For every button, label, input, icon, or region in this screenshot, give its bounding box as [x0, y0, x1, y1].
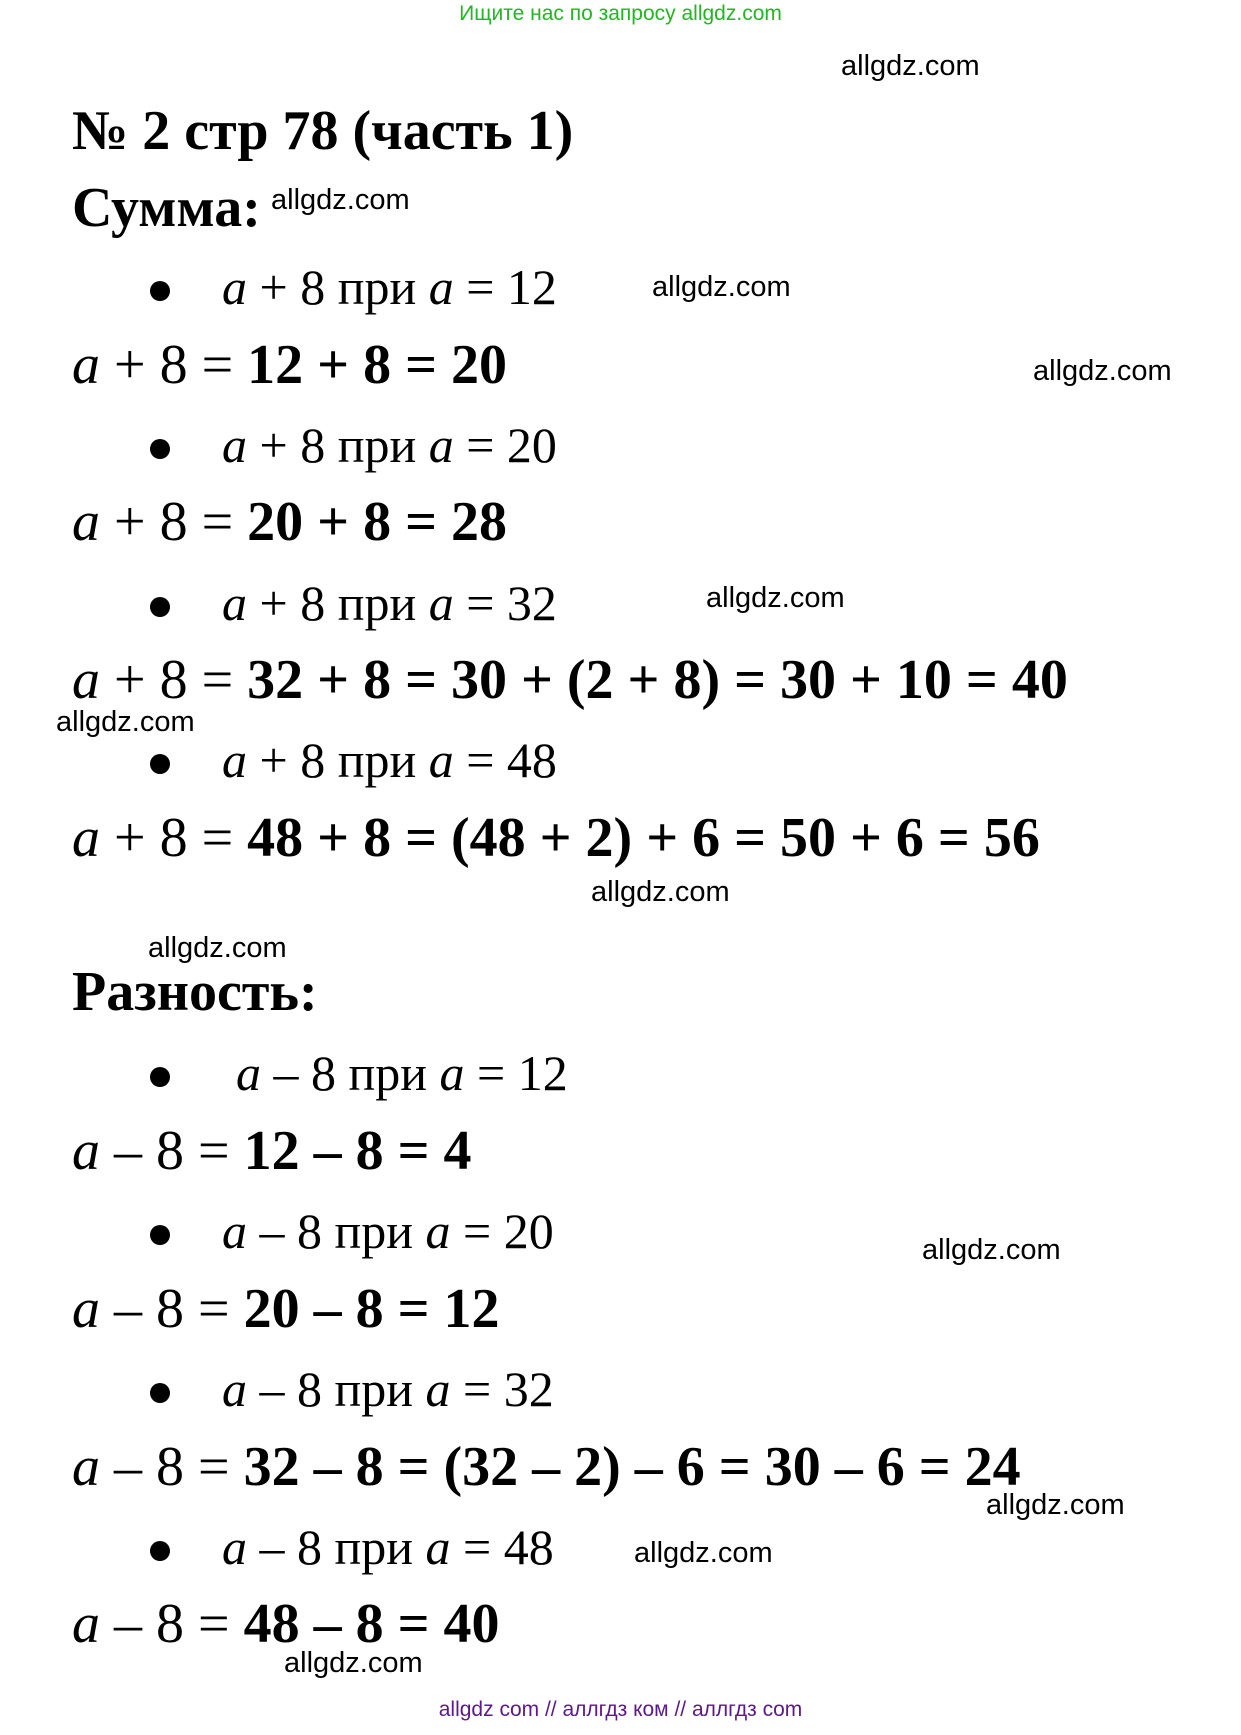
watermark: allgdz.com [652, 271, 791, 303]
variable: a [222, 259, 247, 315]
watermark: allgdz.com [271, 184, 410, 216]
watermark: allgdz.com [634, 1537, 773, 1569]
diff-heading: Разность: [72, 961, 318, 1023]
bullet-icon [150, 281, 170, 301]
diff-equation-2: a – 8 = 20 – 8 = 12 [72, 1278, 500, 1340]
diff-condition-4: a – 8 при a = 48 [222, 1522, 554, 1572]
sum-equation-1: a + 8 = 12 + 8 = 20 [72, 334, 507, 396]
bullet-icon [150, 1541, 170, 1561]
watermark: allgdz.com [148, 932, 287, 964]
watermark: allgdz.com [56, 706, 195, 738]
watermark: allgdz.com [986, 1489, 1125, 1521]
sum-condition-2: a + 8 при a = 20 [222, 420, 557, 470]
sum-heading: Сумма: [72, 177, 261, 239]
bullet-icon [150, 1067, 170, 1087]
watermark: allgdz.com [841, 50, 980, 82]
diff-equation-3: a – 8 = 32 – 8 = (32 – 2) – 6 = 30 – 6 = 24 [72, 1436, 1021, 1498]
diff-condition-1: a – 8 при a = 12 [236, 1048, 568, 1098]
watermark: allgdz.com [706, 582, 845, 614]
watermark: allgdz.com [284, 1647, 423, 1679]
page-title: № 2 стр 78 (часть 1) [72, 100, 574, 162]
diff-equation-1: a – 8 = 12 – 8 = 4 [72, 1120, 472, 1182]
sum-equation-4: a + 8 = 48 + 8 = (48 + 2) + 6 = 50 + 6 = 56 [72, 807, 1040, 869]
sum-equation-2: a + 8 = 20 + 8 = 28 [72, 491, 507, 553]
diff-condition-3: a – 8 при a = 32 [222, 1364, 554, 1414]
sum-condition-1: a + 8 при a = 12 [222, 262, 557, 312]
bullet-icon [150, 597, 170, 617]
top-banner[interactable]: Ищите нас по запросу allgdz.com [459, 2, 782, 25]
bullet-icon [150, 1383, 170, 1403]
footer-links[interactable]: allgdz com // аллгдз ком // аллгдз com [438, 1698, 803, 1721]
sum-condition-3: a + 8 при a = 32 [222, 578, 557, 628]
sum-equation-3: a + 8 = 32 + 8 = 30 + (2 + 8) = 30 + 10 = 40 [72, 649, 1068, 711]
diff-equation-4: a – 8 = 48 – 8 = 40 [72, 1593, 500, 1655]
sum-condition-4: a + 8 при a = 48 [222, 735, 557, 785]
bullet-icon [150, 439, 170, 459]
watermark: allgdz.com [1033, 355, 1172, 387]
diff-condition-2: a – 8 при a = 20 [222, 1206, 554, 1256]
bullet-icon [150, 1225, 170, 1245]
watermark: allgdz.com [591, 876, 730, 908]
watermark: allgdz.com [922, 1234, 1061, 1266]
bullet-icon [150, 754, 170, 774]
